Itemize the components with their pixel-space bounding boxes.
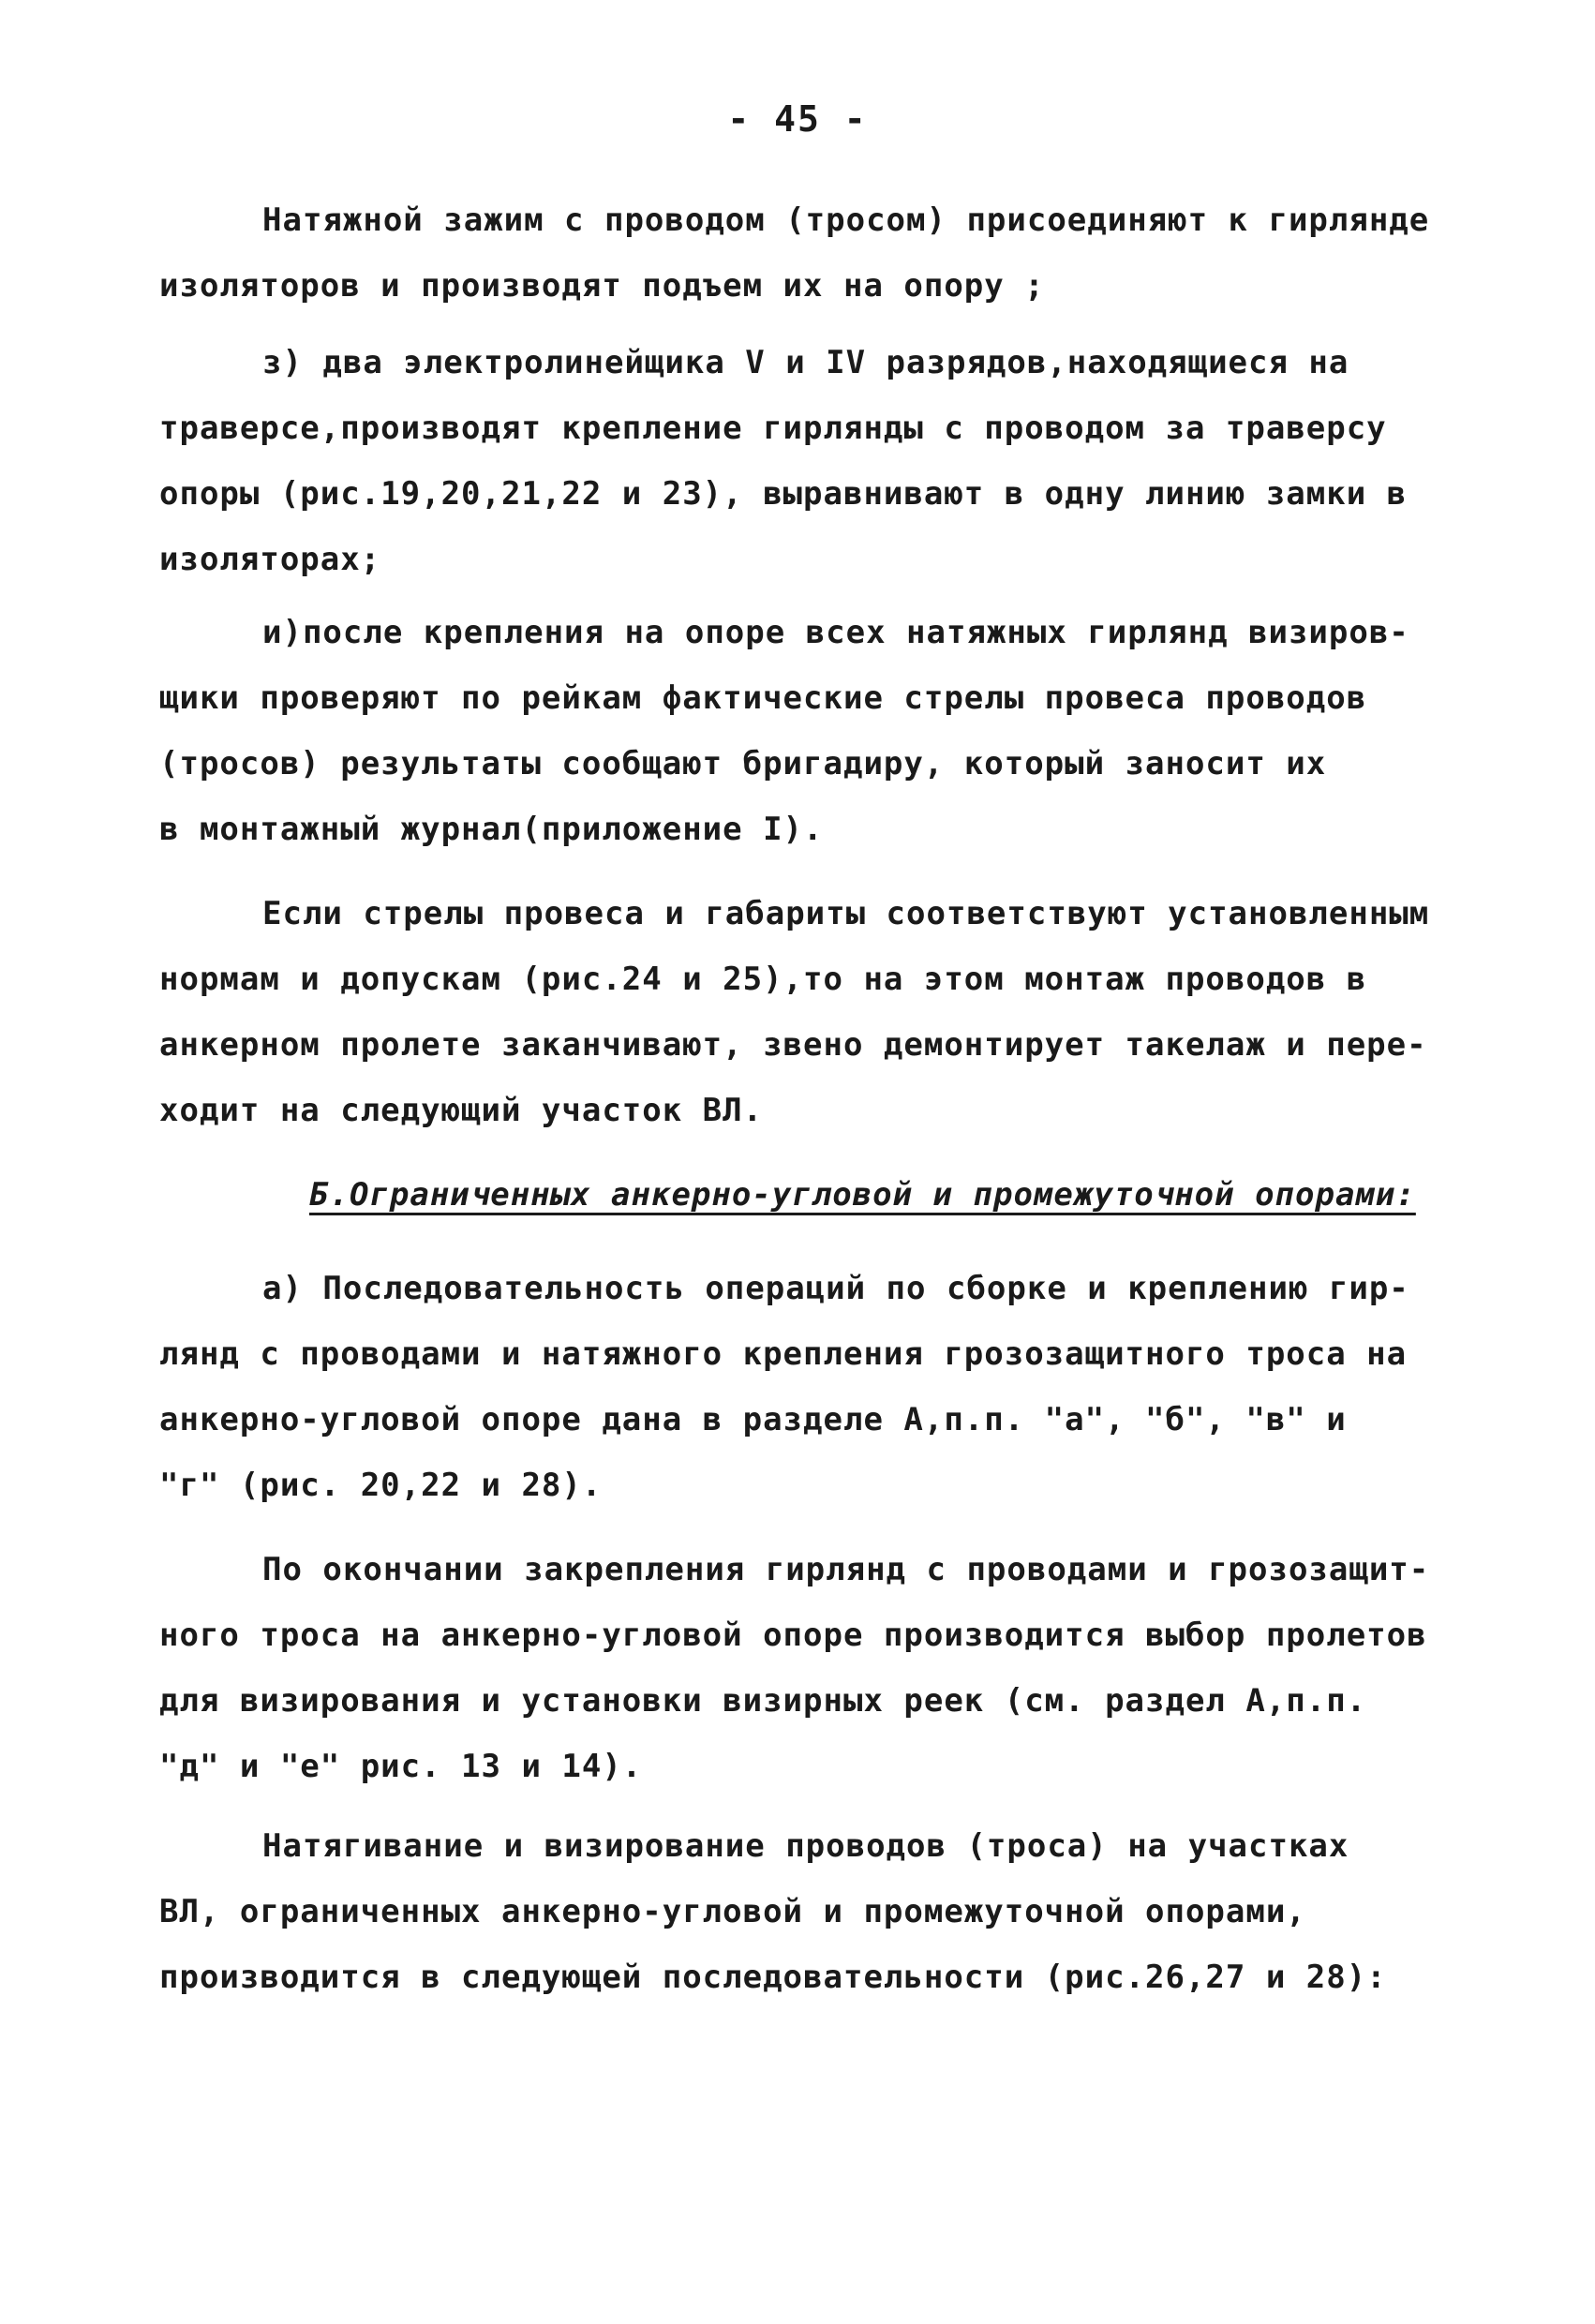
text-line: лянд с проводами и натяжного крепления грозозащитного троса на bbox=[159, 1335, 1408, 1373]
text-line: нормам и допускам (рис.24 и 25),то на этом монтаж проводов в bbox=[159, 961, 1367, 998]
section-heading-b bbox=[159, 1162, 1453, 1228]
text-line: траверсе,производят крепление гирлянды с проводом за траверсу bbox=[159, 410, 1387, 447]
text-line: з) два электролинейщика V и IV разрядов,находящиеся на bbox=[262, 344, 1349, 381]
text-line: щики проверяют по рейкам фактические стрелы провеса проводов bbox=[159, 679, 1367, 717]
text-line: ходит на следующий участок ВЛ. bbox=[159, 1092, 764, 1129]
text-line: Если стрелы провеса и габариты соответствуют установленным bbox=[262, 895, 1430, 932]
text-line: Натягивание и визирование проводов (троса) на участках bbox=[262, 1827, 1349, 1865]
text-line: и)после крепления на опоре всех натяжных гирлянд визиров- bbox=[262, 614, 1409, 651]
text-line: в монтажный журнал(приложение I). bbox=[159, 811, 824, 848]
text-line: Натяжной зажим с проводом (тросом) присоединяют к гирлянде bbox=[262, 201, 1430, 239]
text-line: ВЛ, ограниченных анкерно-угловой и промежуточной опорами, bbox=[159, 1893, 1306, 1930]
paragraph-clamp-attachment bbox=[159, 187, 1453, 319]
text-line: изоляторов и производят подъем их на опору ; bbox=[159, 267, 1045, 305]
text-line: для визирования и установки визирных реек (см. раздел А,п.п. bbox=[159, 1682, 1367, 1720]
text-line: ного троса на анкерно-угловой опоре производится выбор пролетов bbox=[159, 1616, 1427, 1654]
text-line: По окончании закрепления гирлянд с проводами и грозозащит- bbox=[262, 1551, 1430, 1588]
text-line: опоры (рис.19,20,21,22 и 23), выравнивают в одну линию замки в bbox=[159, 475, 1408, 513]
paragraph-item-a bbox=[159, 1256, 1453, 1518]
paragraph-sag-check bbox=[159, 881, 1453, 1143]
page-number: - 45 - bbox=[727, 98, 868, 140]
paragraph-span-selection bbox=[159, 1537, 1453, 1799]
text-line: анкерно-угловой опоре дана в разделе А,п.п. "а", "б", "в" и bbox=[159, 1401, 1347, 1438]
paragraph-item-z bbox=[159, 330, 1453, 592]
section-heading: Б.Ограниченных анкерно-угловой и промежуточной опорами: bbox=[309, 1176, 1416, 1214]
text-line: изоляторах; bbox=[159, 541, 381, 578]
paragraph-tensioning-sequence bbox=[159, 1813, 1453, 2010]
text-line: анкерном пролете заканчивают, звено демонтирует такелаж и пере- bbox=[159, 1026, 1427, 1064]
text-line: а) Последовательность операций по сборке и креплению гир- bbox=[262, 1270, 1409, 1307]
text-line: (тросов) результаты сообщают бригадиру, который заносит их bbox=[159, 745, 1327, 782]
paragraph-item-i bbox=[159, 600, 1453, 862]
text-line: "г" (рис. 20,22 и 28). bbox=[159, 1467, 603, 1504]
text-line: производится в следующей последовательности (рис.26,27 и 28): bbox=[159, 1959, 1387, 1996]
text-line: "д" и "е" рис. 13 и 14). bbox=[159, 1748, 643, 1785]
